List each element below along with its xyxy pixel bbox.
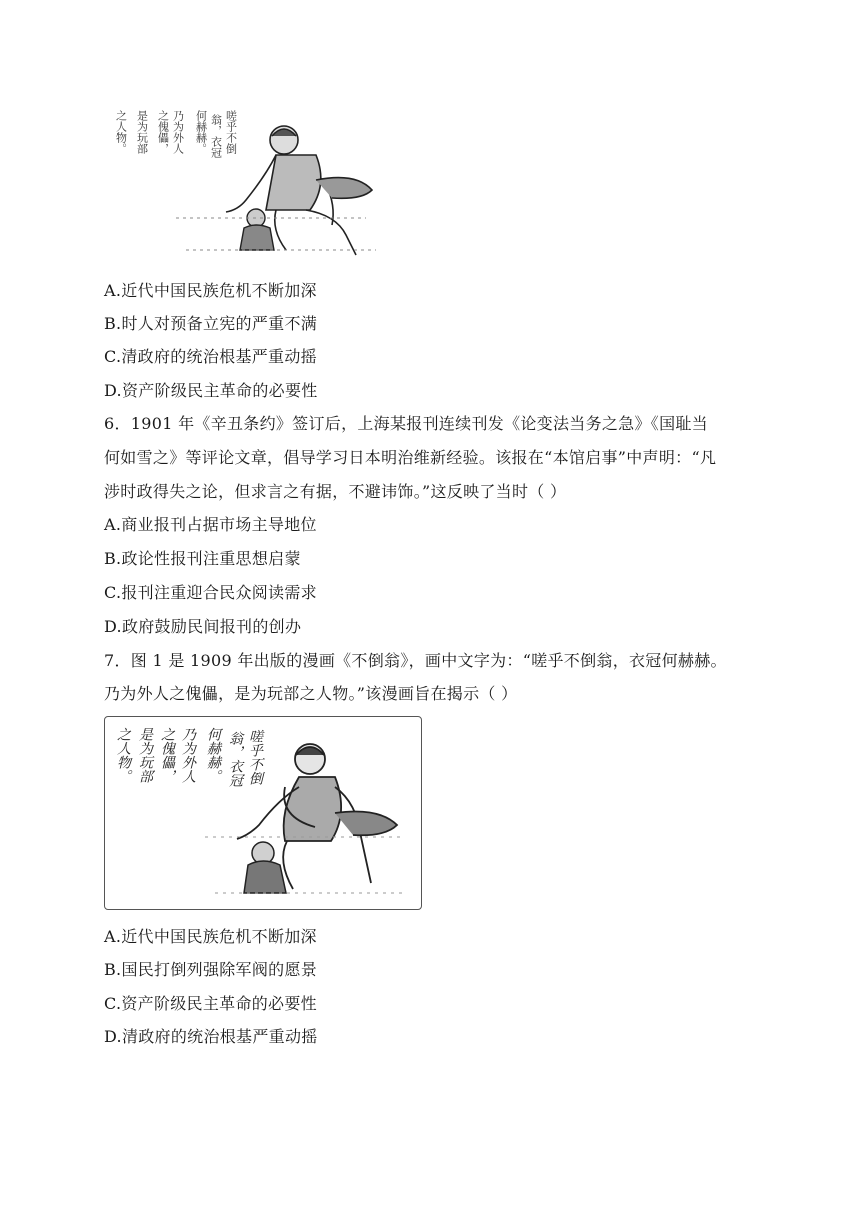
svg-text:翁，衣冠: 翁，衣冠 — [209, 114, 223, 158]
q6-stem-line-3: 涉时政得失之论，但求言之有据，不避讳饰。”这反映了当时（ ） — [104, 482, 567, 501]
q5-option-b: B.时人对预备立宪的严重不满 — [104, 314, 318, 333]
svg-text:之傀儡，: 之傀儡， — [159, 727, 175, 783]
svg-text:嗟乎不倒: 嗟乎不倒 — [224, 110, 238, 154]
svg-text:之人物。: 之人物。 — [114, 110, 128, 154]
svg-text:嗟乎不倒: 嗟乎不倒 — [247, 729, 263, 785]
svg-text:何赫赫。: 何赫赫。 — [205, 727, 221, 783]
q7-option-d: D.清政府的统治根基严重动摇 — [104, 1027, 318, 1046]
svg-text:是为玩部: 是为玩部 — [135, 110, 149, 154]
svg-text:翁，衣冠: 翁，衣冠 — [227, 731, 243, 787]
q6-option-a: A.商业报刊占据市场主导地位 — [104, 515, 317, 534]
q5-option-d: D.资产阶级民主革命的必要性 — [104, 381, 318, 400]
q6-option-b: B.政论性报刊注重思想启蒙 — [104, 549, 301, 568]
svg-text:是为玩部: 是为玩部 — [137, 727, 153, 783]
q5-option-a: A.近代中国民族危机不断加深 — [104, 281, 317, 300]
q6-option-c: C.报刊注重迎合民众阅读需求 — [104, 583, 317, 602]
svg-text:之人物。: 之人物。 — [115, 727, 131, 783]
cartoon-image-bu-dao-weng-top — [106, 100, 396, 265]
q7-option-a: A.近代中国民族危机不断加深 — [104, 927, 317, 946]
q5-option-c: C.清政府的统治根基严重动摇 — [104, 347, 317, 366]
q7-option-c: C.资产阶级民主革命的必要性 — [104, 994, 317, 1013]
q7-stem-line-2: 乃为外人之傀儡，是为玩部之人物。”该漫画旨在揭示（ ） — [104, 684, 518, 703]
q7-stem-line-1: 7．图 1 是 1909 年出版的漫画《不倒翁》，画中文字为：“嗟乎不倒翁，衣冠何赫赫。 — [104, 651, 727, 670]
cartoon-image-bu-dao-weng-figure-1 — [104, 716, 422, 910]
svg-text:乃为外人: 乃为外人 — [180, 727, 196, 783]
svg-text:何赫赫。: 何赫赫。 — [194, 110, 208, 154]
q6-stem-line-1: 6．1901 年《辛丑条约》签订后，上海某报刊连续刊发《论变法当务之急》《国耻当 — [104, 414, 708, 433]
cartoon-drawing — [105, 717, 420, 908]
svg-text:乃为外人: 乃为外人 — [171, 110, 185, 154]
q6-stem-line-2: 何如雪之》等评论文章，倡导学习日本明治维新经验。该报在“本馆启事”中声明：“凡 — [104, 448, 717, 467]
cartoon-drawing — [106, 100, 396, 265]
svg-text:之傀儡，: 之傀儡， — [156, 110, 170, 154]
q7-option-b: B.国民打倒列强除军阀的愿景 — [104, 960, 318, 979]
q6-option-d: D.政府鼓励民间报刊的创办 — [104, 617, 302, 636]
